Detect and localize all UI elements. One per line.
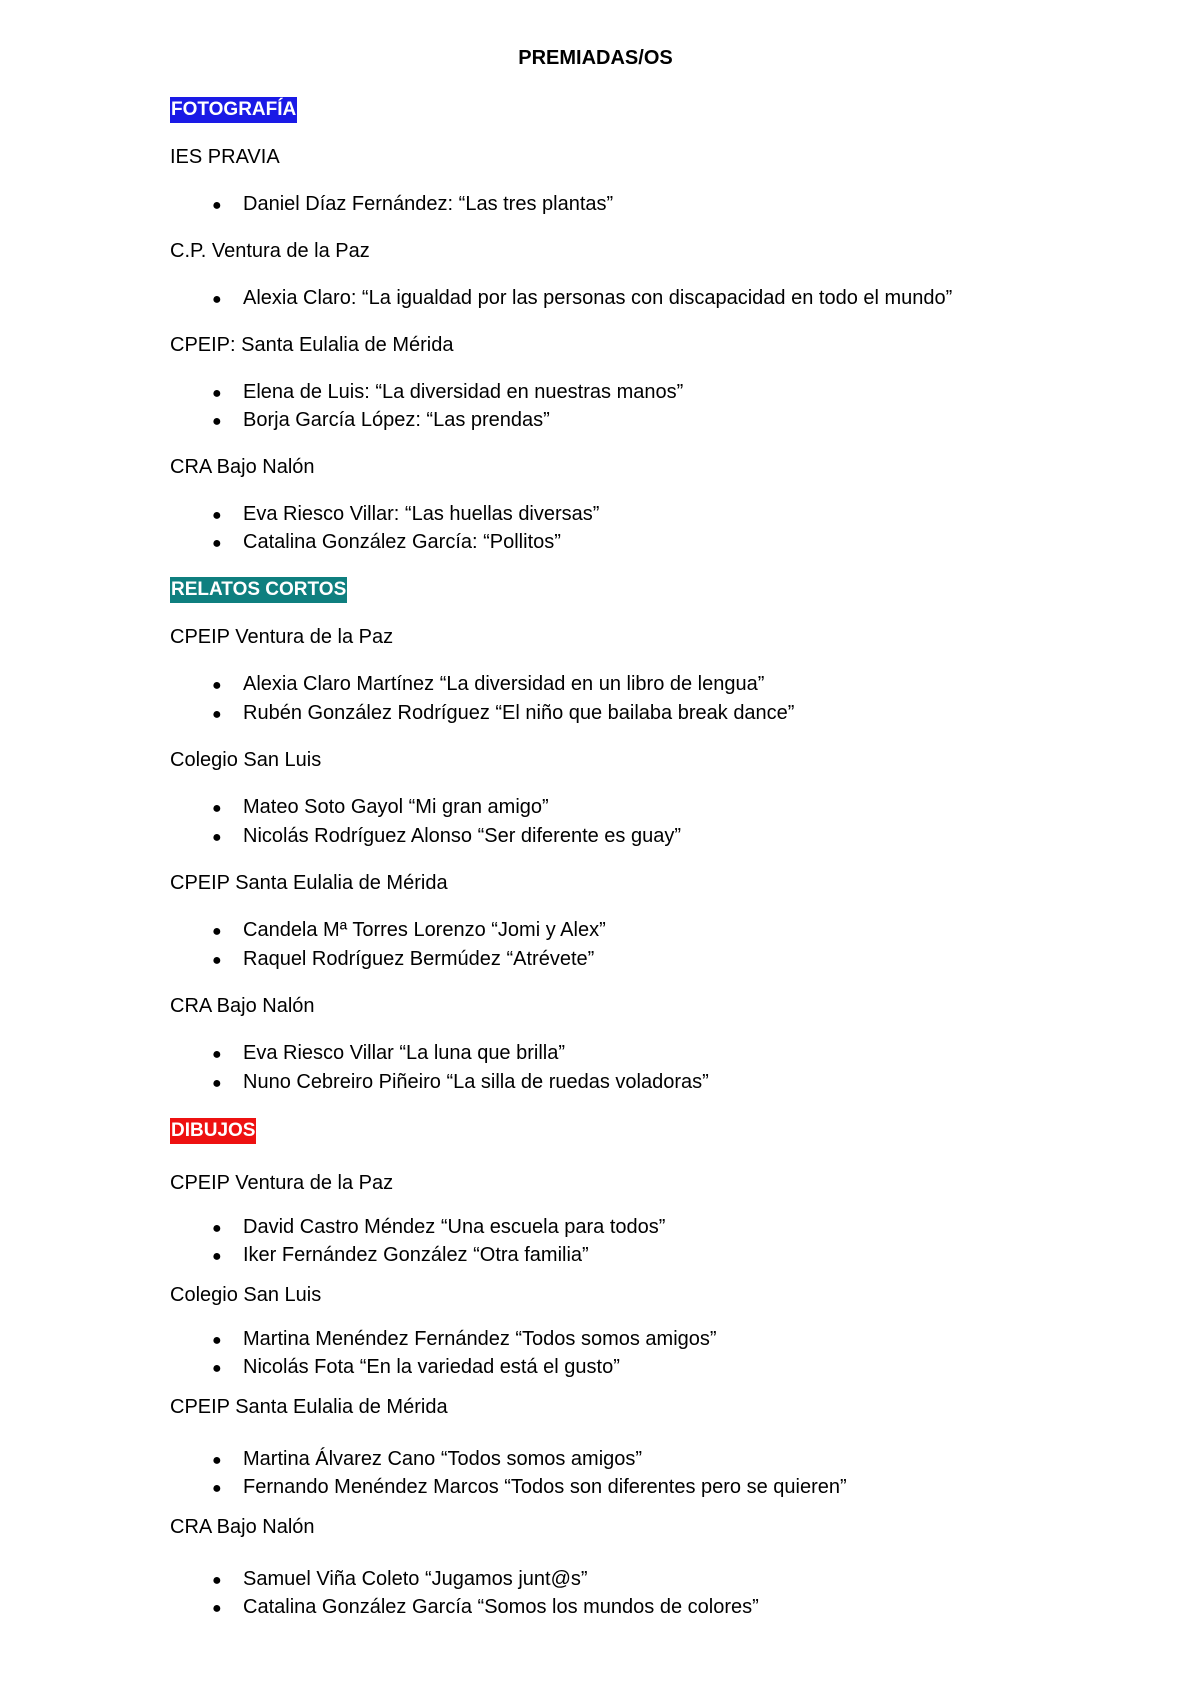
award-entry: Elena de Luis: “La diversidad en nuestras manos” bbox=[243, 381, 684, 403]
award-entry: David Castro Méndez “Una escuela para todos” bbox=[243, 1216, 666, 1238]
award-entry: Borja García López: “Las prendas” bbox=[243, 409, 550, 431]
list-item: ● Mateo Soto Gayol “Mi gran amigo” bbox=[212, 796, 549, 818]
award-entry: Candela Mª Torres Lorenzo “Jomi y Alex” bbox=[243, 919, 606, 941]
list-item: ● Daniel Díaz Fernández: “Las tres plantas” bbox=[212, 193, 614, 215]
list-item: ● Nuno Cebreiro Piñeiro “La silla de ruedas voladoras” bbox=[212, 1071, 709, 1093]
award-entry: Alexia Claro: “La igualdad por las personas con discapacidad en todo el mundo” bbox=[243, 287, 953, 309]
award-entry: Fernando Menéndez Marcos “Todos son diferentes pero se quieren” bbox=[243, 1476, 847, 1498]
award-entry: Eva Riesco Villar: “Las huellas diversas” bbox=[243, 503, 600, 525]
award-entry: Nicolás Fota “En la variedad está el gusto” bbox=[243, 1356, 620, 1378]
award-entry: Martina Álvarez Cano “Todos somos amigos” bbox=[243, 1448, 643, 1470]
award-entry: Iker Fernández González “Otra familia” bbox=[243, 1244, 589, 1266]
award-entry: Nicolás Rodríguez Alonso “Ser diferente es guay” bbox=[243, 825, 682, 847]
list-item: ● Alexia Claro: “La igualdad por las personas con discapacidad en todo el mundo” bbox=[212, 287, 953, 309]
award-entry: Samuel Viña Coleto “Jugamos junt@s” bbox=[243, 1568, 588, 1590]
award-entry: Eva Riesco Villar “La luna que brilla” bbox=[243, 1042, 566, 1064]
list-item: ● Borja García López: “Las prendas” bbox=[212, 409, 550, 431]
section-heading-fotografia: FOTOGRAFÍA bbox=[170, 97, 297, 123]
school-name: CPEIP Santa Eulalia de Mérida bbox=[170, 1396, 448, 1418]
list-item: ● Fernando Menéndez Marcos “Todos son diferentes pero se quieren” bbox=[212, 1476, 847, 1498]
school-name: CPEIP Ventura de la Paz bbox=[170, 1172, 394, 1194]
page-title: PREMIADAS/OS bbox=[518, 47, 673, 69]
list-item: ● Samuel Viña Coleto “Jugamos junt@s” bbox=[212, 1568, 588, 1590]
section-heading-relatos-cortos: RELATOS CORTOS bbox=[170, 577, 347, 603]
school-name: CRA Bajo Nalón bbox=[170, 1516, 315, 1538]
list-item: ● Alexia Claro Martínez “La diversidad en un libro de lengua” bbox=[212, 673, 765, 695]
list-item: ● Elena de Luis: “La diversidad en nuestras manos” bbox=[212, 381, 684, 403]
list-item: ● Martina Menéndez Fernández “Todos somos amigos” bbox=[212, 1328, 717, 1350]
school-name: CRA Bajo Nalón bbox=[170, 995, 315, 1017]
list-item: ● Catalina González García: “Pollitos” bbox=[212, 531, 561, 553]
list-item: ● Catalina González García “Somos los mundos de colores” bbox=[212, 1596, 759, 1618]
list-item: ● Iker Fernández González “Otra familia” bbox=[212, 1244, 589, 1266]
school-name: IES PRAVIA bbox=[170, 146, 280, 168]
award-entry: Catalina González García “Somos los mundos de colores” bbox=[243, 1596, 759, 1618]
school-name: C.P. Ventura de la Paz bbox=[170, 240, 370, 262]
school-name: CPEIP Santa Eulalia de Mérida bbox=[170, 872, 448, 894]
list-item: ● Nicolás Fota “En la variedad está el gusto” bbox=[212, 1356, 620, 1378]
award-entry: Alexia Claro Martínez “La diversidad en un libro de lengua” bbox=[243, 673, 765, 695]
school-name: Colegio San Luis bbox=[170, 749, 322, 771]
list-item: ● Eva Riesco Villar “La luna que brilla” bbox=[212, 1042, 566, 1064]
award-entry: Rubén González Rodríguez “El niño que bailaba break dance” bbox=[243, 702, 795, 724]
award-entry: Martina Menéndez Fernández “Todos somos amigos” bbox=[243, 1328, 717, 1350]
list-item: ● Nicolás Rodríguez Alonso “Ser diferente es guay” bbox=[212, 825, 682, 847]
award-entry: Catalina González García: “Pollitos” bbox=[243, 531, 561, 553]
list-item: ● Eva Riesco Villar: “Las huellas diversas” bbox=[212, 503, 600, 525]
award-entry: Daniel Díaz Fernández: “Las tres plantas” bbox=[243, 193, 614, 215]
list-item: ● David Castro Méndez “Una escuela para todos” bbox=[212, 1216, 666, 1238]
school-name: CPEIP: Santa Eulalia de Mérida bbox=[170, 334, 454, 356]
school-name: Colegio San Luis bbox=[170, 1284, 322, 1306]
list-item: ● Raquel Rodríguez Bermúdez “Atrévete” bbox=[212, 948, 595, 970]
award-entry: Nuno Cebreiro Piñeiro “La silla de ruedas voladoras” bbox=[243, 1071, 709, 1093]
school-name: CPEIP Ventura de la Paz bbox=[170, 626, 394, 648]
section-heading-dibujos: DIBUJOS bbox=[170, 1118, 256, 1144]
list-item: ● Rubén González Rodríguez “El niño que bailaba break dance” bbox=[212, 702, 795, 724]
award-entry: Raquel Rodríguez Bermúdez “Atrévete” bbox=[243, 948, 595, 970]
list-item: ● Candela Mª Torres Lorenzo “Jomi y Alex” bbox=[212, 919, 606, 941]
list-item: ● Martina Álvarez Cano “Todos somos amigos” bbox=[212, 1448, 643, 1470]
award-entry: Mateo Soto Gayol “Mi gran amigo” bbox=[243, 796, 549, 818]
school-name: CRA Bajo Nalón bbox=[170, 456, 315, 478]
